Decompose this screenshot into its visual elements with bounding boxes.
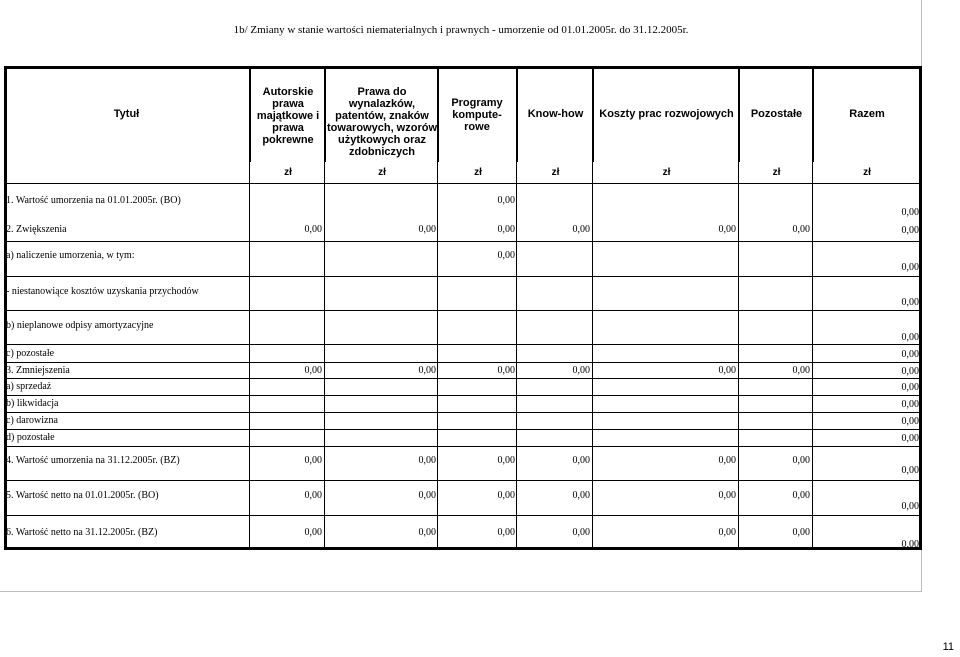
value-cell: 0,00 xyxy=(497,224,515,235)
row-divider xyxy=(4,344,920,345)
row-label: 6. Wartość netto na 31.12.2005r. (BZ) xyxy=(6,527,158,538)
value-cell: 0,00 xyxy=(497,250,515,261)
value-cell: 0,00 xyxy=(304,365,322,376)
table-frame xyxy=(4,66,922,550)
col-divider xyxy=(516,162,517,548)
row-divider xyxy=(4,378,920,379)
col-divider xyxy=(812,66,814,162)
row-divider xyxy=(4,183,920,184)
row-divider xyxy=(4,310,920,311)
col-divider xyxy=(249,162,250,548)
row-label: a) naliczenie umorzenia, w tym: xyxy=(6,250,135,261)
col-divider xyxy=(516,66,518,162)
row-divider xyxy=(4,515,920,516)
col-divider xyxy=(592,162,593,548)
col-divider xyxy=(592,66,594,162)
row-divider xyxy=(4,362,920,363)
header-tytul: Tytuł xyxy=(113,108,140,120)
total-cell: 0,00 xyxy=(901,382,919,393)
row-label: d) pozostałe xyxy=(6,432,55,443)
value-cell: 0,00 xyxy=(718,527,736,538)
row-label: 3. Zmniejszenia xyxy=(6,365,70,376)
total-cell: 0,00 xyxy=(901,225,919,236)
value-cell: 0,00 xyxy=(418,490,436,501)
total-cell: 0,00 xyxy=(901,349,919,360)
col-divider xyxy=(324,162,325,548)
value-cell: 0,00 xyxy=(718,490,736,501)
row-label: c) darowizna xyxy=(6,415,58,426)
value-cell: 0,00 xyxy=(304,527,322,538)
value-cell: 0,00 xyxy=(572,224,590,235)
total-cell: 0,00 xyxy=(901,465,919,476)
total-cell: 0,00 xyxy=(901,366,919,377)
unit-label: zł xyxy=(863,167,871,178)
row-label: 2. Zwiększenia xyxy=(6,224,67,235)
value-cell: 0,00 xyxy=(572,365,590,376)
unit-label: zł xyxy=(284,167,292,178)
row-divider xyxy=(4,412,920,413)
total-cell: 0,00 xyxy=(901,416,919,427)
header-knowhow: Know-how xyxy=(527,108,584,120)
row-label: 5. Wartość netto na 01.01.2005r. (BO) xyxy=(6,490,159,501)
total-cell: 0,00 xyxy=(901,501,919,512)
row-divider xyxy=(4,395,920,396)
unit-label: zł xyxy=(551,167,560,178)
row-divider xyxy=(4,241,920,242)
row-divider xyxy=(4,480,920,481)
col-divider xyxy=(738,66,740,162)
page-title: 1b/ Zmiany w stanie wartości niematerialnych i prawnych - umorzenie od 01.01.2005r. do 31.12.2005r. xyxy=(233,24,689,36)
unit-label: zł xyxy=(662,167,671,178)
total-cell: 0,00 xyxy=(901,399,919,410)
col-divider xyxy=(437,162,438,548)
header-wynalazki: Prawa do wynalazków, patentów, znaków towarowych, wzorów użytkowych oraz zdobniczych xyxy=(327,86,438,158)
value-cell: 0,00 xyxy=(497,195,515,206)
total-cell: 0,00 xyxy=(901,539,919,550)
header-razem: Razem xyxy=(849,108,885,120)
unit-label: zł xyxy=(474,167,482,178)
col-divider xyxy=(249,66,251,162)
value-cell: 0,00 xyxy=(418,224,436,235)
value-cell: 0,00 xyxy=(792,365,810,376)
header-pozostale: Pozostałe xyxy=(750,108,803,120)
col-divider xyxy=(437,66,439,162)
value-cell: 0,00 xyxy=(792,224,810,235)
value-cell: 0,00 xyxy=(572,455,590,466)
row-label: b) nieplanowe odpisy amortyzacyjne xyxy=(6,320,154,331)
value-cell: 0,00 xyxy=(497,365,515,376)
value-cell: 0,00 xyxy=(497,455,515,466)
row-divider xyxy=(4,429,920,430)
row-label: - niestanowiące kosztów uzyskania przychodów xyxy=(6,286,199,297)
value-cell: 0,00 xyxy=(572,527,590,538)
total-cell: 0,00 xyxy=(901,433,919,444)
row-divider xyxy=(4,446,920,447)
value-cell: 0,00 xyxy=(792,527,810,538)
row-label: a) sprzedaż xyxy=(6,381,52,392)
row-label: 4. Wartość umorzenia na 31.12.2005r. (BZ) xyxy=(6,455,180,466)
header-autorskie: Autorskie prawa majątkowe i prawa pokrewne xyxy=(256,86,320,146)
col-divider xyxy=(324,66,326,162)
row-label: 1. Wartość umorzenia na 01.01.2005r. (BO) xyxy=(6,195,181,206)
row-label: b) likwidacja xyxy=(6,398,59,409)
value-cell: 0,00 xyxy=(418,527,436,538)
value-cell: 0,00 xyxy=(304,455,322,466)
total-cell: 0,00 xyxy=(901,297,919,308)
value-cell: 0,00 xyxy=(718,455,736,466)
value-cell: 0,00 xyxy=(718,365,736,376)
value-cell: 0,00 xyxy=(418,365,436,376)
unit-label: zł xyxy=(772,167,781,178)
value-cell: 0,00 xyxy=(792,455,810,466)
col-divider xyxy=(812,162,813,548)
value-cell: 0,00 xyxy=(418,455,436,466)
header-programy: Programy kompute-rowe xyxy=(451,97,503,133)
header-koszty: Koszty prac rozwojowych xyxy=(599,108,734,120)
value-cell: 0,00 xyxy=(304,224,322,235)
total-cell: 0,00 xyxy=(901,207,919,218)
page-number: 11 xyxy=(942,641,954,653)
total-cell: 0,00 xyxy=(901,262,919,273)
value-cell: 0,00 xyxy=(718,224,736,235)
col-divider xyxy=(738,162,739,548)
value-cell: 0,00 xyxy=(497,527,515,538)
value-cell: 0,00 xyxy=(304,490,322,501)
value-cell: 0,00 xyxy=(792,490,810,501)
row-label: c) pozostałe xyxy=(6,348,55,359)
value-cell: 0,00 xyxy=(572,490,590,501)
total-cell: 0,00 xyxy=(901,332,919,343)
value-cell: 0,00 xyxy=(497,490,515,501)
unit-label: zł xyxy=(378,167,386,178)
row-divider xyxy=(4,276,920,277)
